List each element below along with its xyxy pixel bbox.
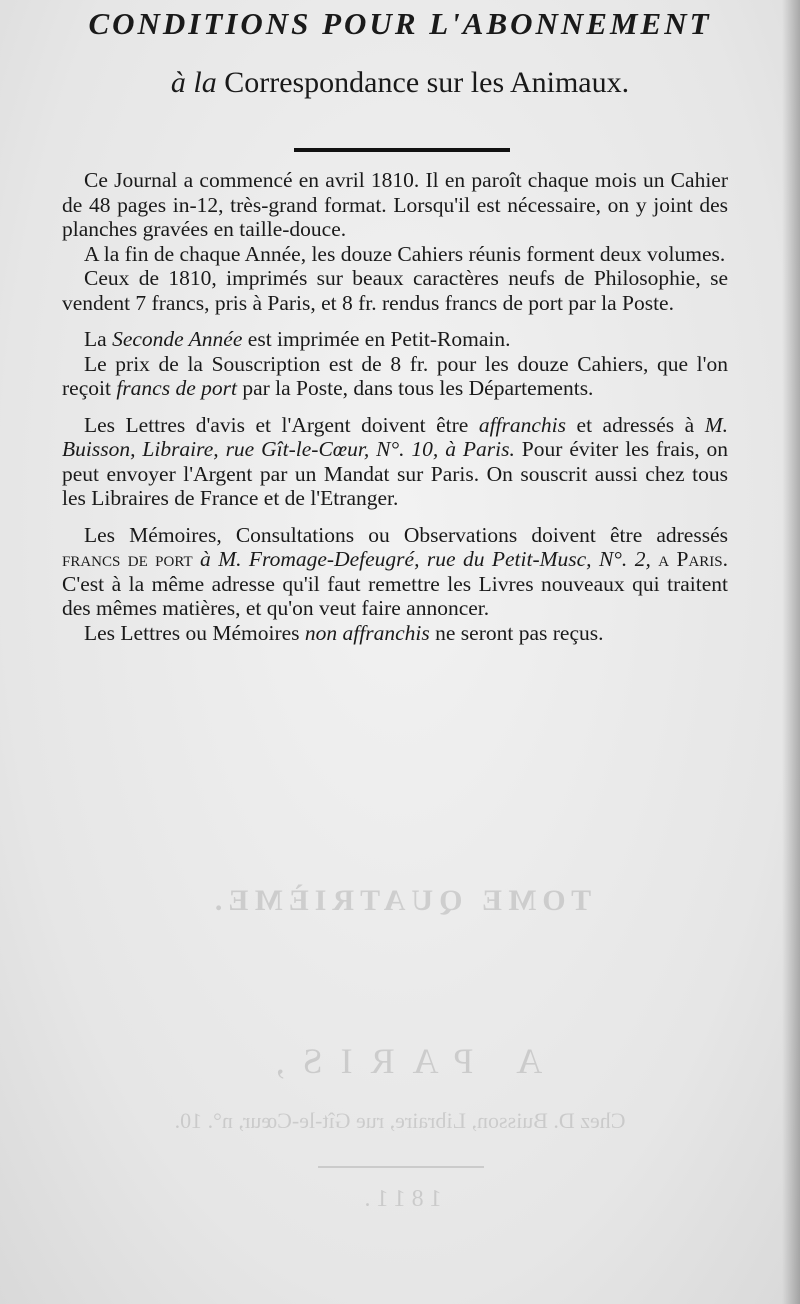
paragraph-subscription — [62, 352, 728, 401]
paragraph-unpaid — [62, 621, 728, 646]
text-italic: M. Buisson, Libraire, rue Gît-le-Cœur, N°. 10, à Paris. — [62, 412, 728, 461]
paragraph-second-year — [62, 327, 728, 352]
text-italic: à M. Fromage-Defeugré, rue du Petit-Musc, N°. 2, — [192, 547, 651, 571]
text: Le prix de la Souscription est de 8 fr. pour les douze Cahiers, que l'on reçoit — [62, 351, 728, 400]
subtitle-prefix: à la — [170, 66, 217, 99]
text: Les Lettres ou Mémoires — [84, 620, 305, 645]
paragraph-volumes: A la fin de chaque Année, les douze Cahiers réunis forment deux volumes. — [84, 241, 726, 266]
text-small-caps: francs de port — [62, 547, 193, 571]
text-italic: Seconde Année — [112, 327, 243, 351]
text: Pour éviter les frais, on peut envoyer l'Argent par un Mandat sur Paris. On souscrit aussi chez tous les Libraires de France et de l'Etranger. — [62, 437, 728, 510]
page-title: CONDITIONS POUR L'ABONNEMENT — [88, 6, 712, 41]
text: Les Lettres d'avis et l'Argent doivent être — [84, 412, 479, 437]
text: est imprimée en Petit-Romain. — [242, 327, 511, 351]
paragraph-letters — [62, 413, 728, 511]
bleed-through-tome: TOME QUATRIÈME. — [208, 884, 592, 917]
page-subtitle — [60, 66, 740, 100]
bleed-through-year: 1811. — [358, 1186, 442, 1212]
text: ne seront pas reçus. — [429, 620, 604, 645]
text: par la Poste, dans tous les Départements. — [236, 376, 594, 400]
bleed-through-rule — [318, 1166, 484, 1168]
body-text — [62, 168, 728, 645]
text-italic: francs de port — [116, 376, 237, 400]
text-italic: non affranchis — [304, 620, 430, 645]
paragraph-memoires — [62, 523, 728, 621]
text: Les Mémoires, Consultations ou Observations doivent être adressés — [84, 522, 728, 547]
text: C'est à la même adresse qu'il faut remettre les Livres nouveaux qui traitent des mêmes matières, et qu'on veut faire annoncer. — [62, 571, 728, 620]
paragraph-price-1810: Ceux de 1810, imprimés sur beaux caractères neufs de Philosophie, se vendent 7 francs, pris à Paris, et 8 fr. rendus francs de port par la Poste. — [62, 266, 728, 315]
text-small-caps: a Paris. — [650, 547, 728, 571]
subtitle-rest: Correspondance sur les Animaux. — [224, 66, 630, 99]
bleed-through-publisher: Chez D. Buisson, Libraire, rue Gît-le-Cœur, n°. 10. — [174, 1108, 626, 1133]
bleed-through-city: A PARIS, — [257, 1041, 543, 1081]
paragraph-journal: Ce Journal a commencé en avril 1810. Il en paroît chaque mois un Cahier de 48 pages in-12, très-grand format. Lorsqu'il est nécessaire, on y joint des planches gravées en taille-douce. — [62, 168, 728, 241]
text: La — [84, 327, 113, 351]
text-italic: affranchis — [478, 412, 567, 437]
text: et adressés à — [566, 412, 705, 437]
title-divider — [294, 148, 510, 152]
